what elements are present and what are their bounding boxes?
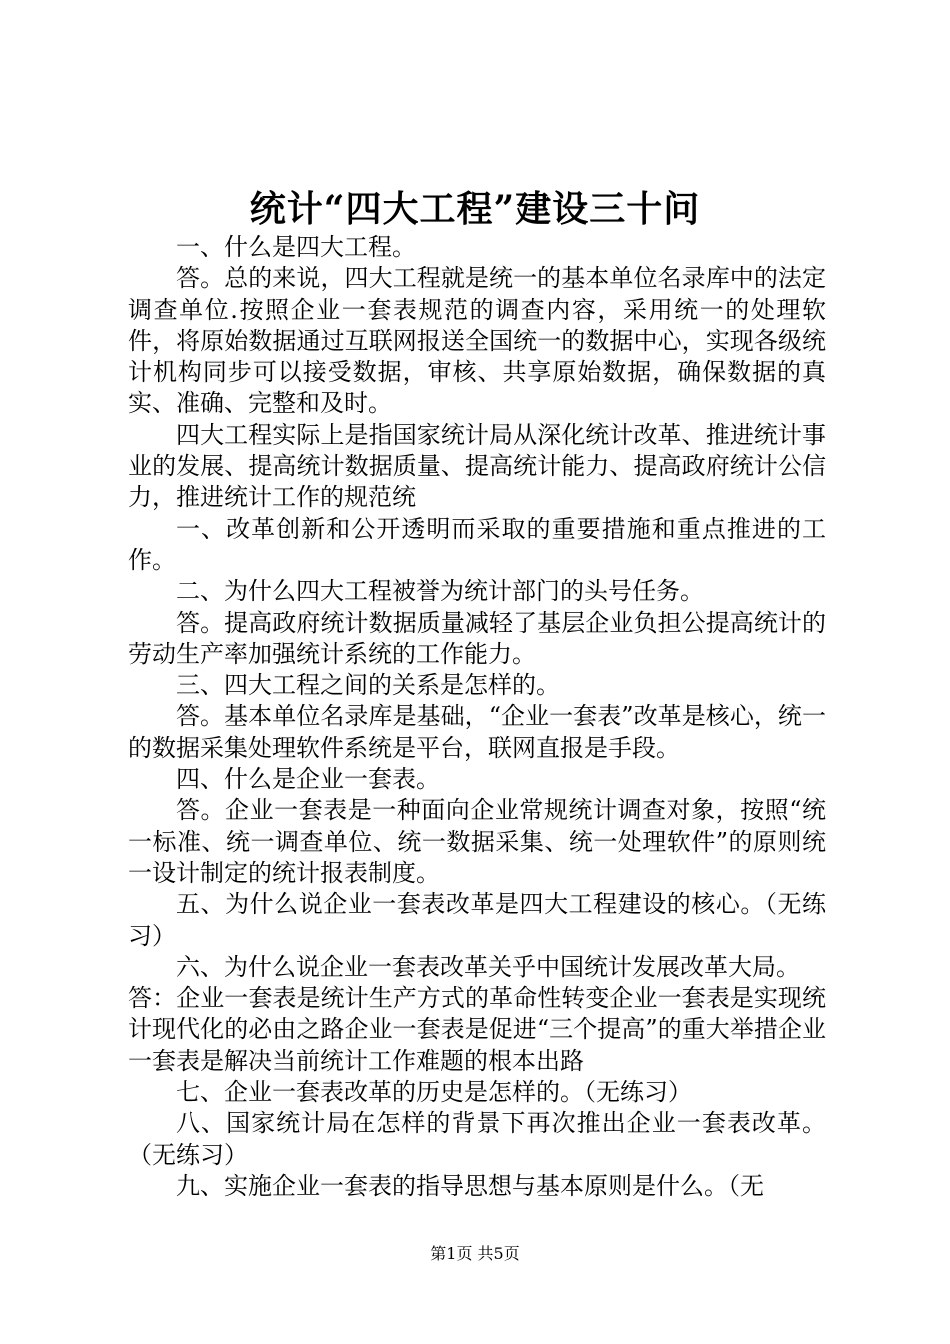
paragraph: 三、四大工程之间的关系是怎样的。: [176, 671, 560, 700]
paragraph: 答：企业一套表是统计生产方式的革命性转变企业一套表是实现统计现代化的必由之路企业一套表是促进“三个提高”的重大举措企业一套表是解决当前统计工作难题的根本出路: [128, 984, 826, 1075]
paragraph: 答。基本单位名录库是基础，“企业一套表”改革是核心，统一的数据采集处理软件系统是平台，联网直报是手段。: [128, 702, 826, 762]
paragraph: 一、改革创新和公开透明而采取的重要措施和重点推进的工作。: [128, 514, 826, 574]
paragraph: 四、什么是企业一套表。: [176, 765, 440, 794]
paragraph: 七、企业一套表改革的历史是怎样的。（无练习）: [176, 1078, 692, 1107]
document-title: 统计“四大工程”建设三十问: [249, 188, 701, 230]
paragraph: 九、实施企业一套表的指导思想与基本原则是什么。（无: [176, 1171, 764, 1200]
paragraph: 答。总的来说，四大工程就是统一的基本单位名录库中的法定调查单位.按照企业一套表规范的调查内容，采用统一的处理软件，将原始数据通过互联网报送全国统一的数据中心，实现各级统计机构同步可以接受数据，审核、共享原始数据，确保数据的真实、准确、完整和及时。: [128, 264, 826, 418]
paragraph: 四大工程实际上是指国家统计局从深化统计改革、推进统计事业的发展、提高统计数据质量、提高统计能力、提高政府统计公信力，推进统计工作的规范统: [128, 420, 826, 512]
paragraph: 二、为什么四大工程被誉为统计部门的头号任务。: [176, 577, 704, 606]
paragraph: 五、为什么说企业一套表改革是四大工程建设的核心。（无练习）: [128, 890, 826, 950]
paragraph: 一、什么是四大工程。: [176, 233, 416, 261]
document-body: [128, 232, 826, 1202]
page-footer: 第1页 共5页: [430, 1244, 520, 1263]
paragraph: 答。提高政府统计数据质量减轻了基层企业负担公提高统计的劳动生产率加强统计系统的工作能力。: [128, 608, 826, 668]
paragraph: 六、为什么说企业一套表改革关乎中国统计发展改革大局。: [176, 952, 800, 981]
paragraph: 答。企业一套表是一种面向企业常规统计调查对象，按照“统一标准、统一调查单位、统一数据采集、统一处理软件”的原则统一设计制定的统计报表制度。: [128, 796, 826, 887]
paragraph: 八、国家统计局在怎样的背景下再次推出企业一套表改革。（无练习）: [128, 1109, 826, 1169]
